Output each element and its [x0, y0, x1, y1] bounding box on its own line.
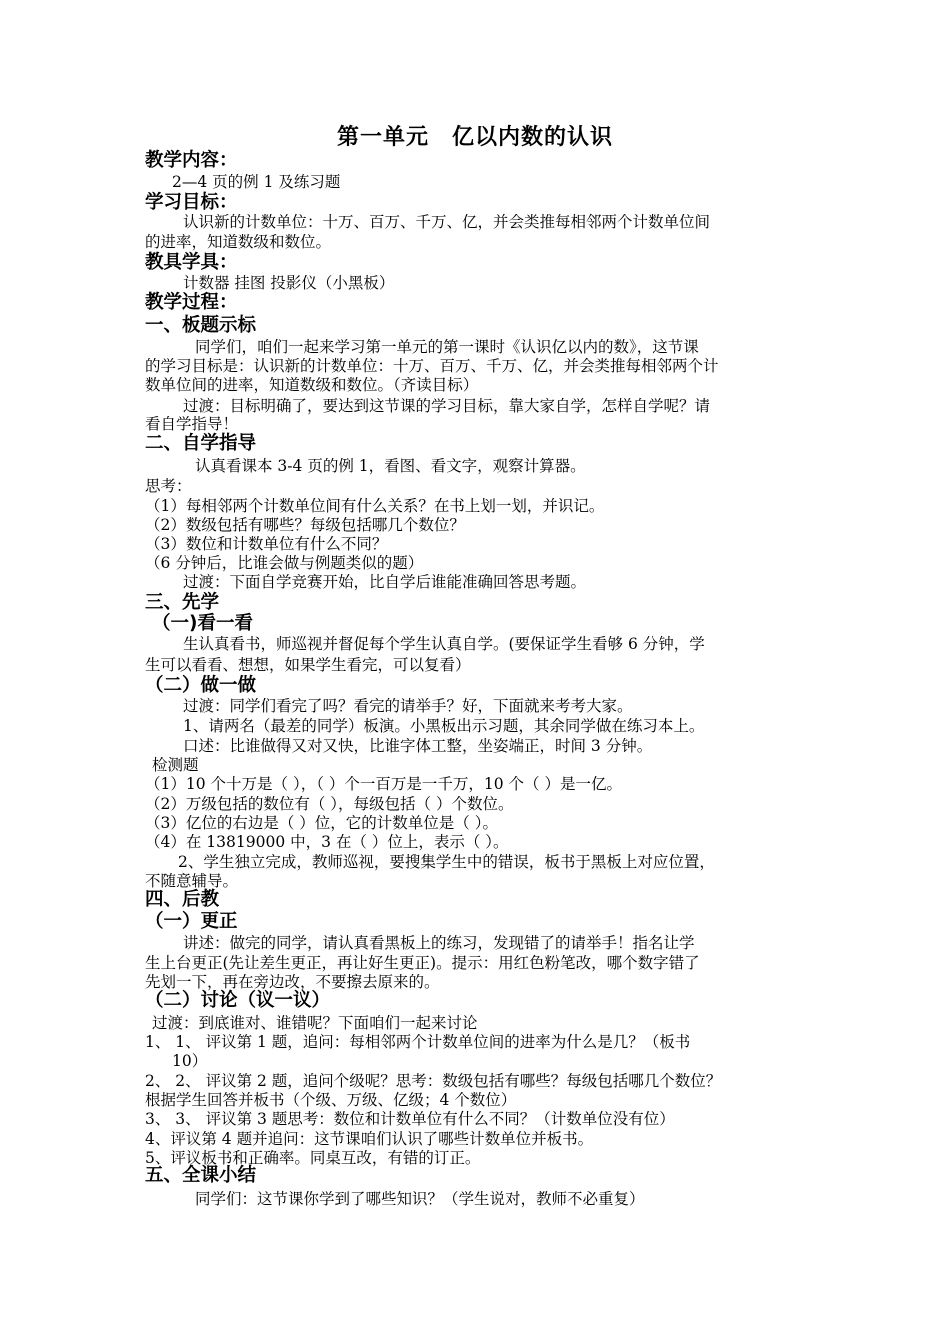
- section-heading: 教学内容：: [145, 150, 238, 171]
- text-line: 3、 3、 评议第 3 题思考：数位和计数单位有什么不同？（计数单位没有位）: [145, 1110, 675, 1128]
- text-line: 过渡：到底谁对、谁错呢？下面咱们一起来讨论: [152, 1014, 478, 1032]
- text-line: 2、 2、 评议第 2 题，追问个级呢？思考：数级包括有哪些？每级包括哪几个数位？: [145, 1072, 722, 1090]
- section-heading: 一、板题示标: [145, 315, 257, 336]
- text-line: 思考：: [145, 477, 192, 495]
- text-line: 生可以看看、想想，如果学生看完，可以复看）: [145, 656, 471, 674]
- section-heading: 五、全课小结: [145, 1165, 257, 1186]
- text-line: （1）10 个十万是（ ），（ ）个一百万是一千万，10 个（ ）是一亿。: [145, 775, 622, 793]
- section-heading: 学习目标：: [145, 192, 238, 213]
- section-heading: （二）讨论（议一议）: [145, 990, 331, 1011]
- text-line: （2）数级包括有哪些？每级包括哪几个数位？: [145, 516, 465, 534]
- text-line: 1、请两名（最差的同学）板演。小黑板出示习题，其余同学做在练习本上。: [183, 717, 705, 735]
- text-line: 的学习目标是：认识新的计数单位：十万、百万、千万、亿，并会类推每相邻两个计: [145, 357, 719, 375]
- text-line: 计数器 挂图 投影仪（小黑板）: [183, 274, 395, 292]
- text-line: 1、 1、 评议第 1 题，追问：每相邻两个计数单位间的进率为什么是几？（板书: [145, 1033, 691, 1051]
- text-line: 过渡：同学们看完了吗？看完的请举手？好，下面就来考考大家。: [183, 697, 633, 715]
- text-line: （2）万级包括的数位有（ ），每级包括（ ）个数位。: [145, 795, 514, 813]
- section-heading: 教学过程：: [145, 292, 238, 313]
- text-line: （1）每相邻两个计数单位间有什么关系？在书上划一划，并识记。: [145, 497, 605, 515]
- section-heading: 教具学具：: [145, 252, 238, 273]
- text-line: 看自学指导！: [145, 415, 239, 433]
- text-line: 生认真看书，师巡视并督促每个学生认真自学。(要保证学生看够 6 分钟，学: [183, 635, 705, 653]
- text-line: 同学们：这节课你学到了哪些知识？（学生说对，教师不必重复）: [195, 1190, 645, 1208]
- text-line: 同学们，咱们一起来学习第一单元的第一课时《认识亿以内的数》，这节课: [195, 338, 699, 356]
- text-line: 口述：比谁做得又对又快，比谁字体工整，坐姿端正，时间 3 分钟。: [183, 737, 653, 755]
- text-line: 的进率，知道数级和数位。: [145, 233, 332, 251]
- text-line: 认识新的计数单位：十万、百万、千万、亿，并会类推每相邻两个计数单位间: [183, 213, 711, 231]
- section-heading: 四、后教: [145, 889, 220, 910]
- text-line: 过渡：目标明确了，要达到这节课的学习目标，靠大家自学，怎样自学呢？请: [183, 397, 711, 415]
- section-heading: （二）做一做: [145, 675, 257, 696]
- text-line: （6 分钟后，比谁会做与例题类似的题）: [145, 554, 424, 572]
- text-line: 过渡：下面自学竞赛开始，比自学后谁能准确回答思考题。: [183, 573, 587, 591]
- page-title: 第一单元 亿以内数的认识: [336, 125, 613, 150]
- section-heading: 三、先学: [145, 592, 220, 613]
- text-line: 讲述：做完的同学，请认真看黑板上的练习，发现错了的请举手！指名让学: [183, 934, 695, 952]
- text-line: 生上台更正(先让差生更正，再让好生更正)。提示：用红色粉笔改，哪个数字错了: [145, 954, 700, 972]
- text-line: 2—4 页的例 1 及练习题: [172, 173, 341, 191]
- section-heading: （一）更正: [145, 911, 238, 932]
- text-line: （3）数位和计数单位有什么不同？: [145, 535, 388, 553]
- text-line: 10）: [172, 1052, 208, 1070]
- text-line: 根据学生回答并板书（个级、万级、亿级；4 个数位）: [145, 1091, 517, 1109]
- text-line: 2、学生独立完成，教师巡视，要搜集学生中的错误，板书于黑板上对应位置，: [178, 853, 715, 871]
- text-line: 数单位间的进率，知道数级和数位。（齐读目标）: [145, 376, 479, 394]
- section-heading: （一)看一看: [152, 613, 253, 634]
- section-heading: 二、自学指导: [145, 433, 257, 454]
- text-line: （4）在 13819000 中，3 在（ ）位上，表示（ ）。: [145, 833, 509, 851]
- text-line: 4、评议第 4 题并追问：这节课咱们认识了哪些计数单位并板书。: [145, 1130, 594, 1148]
- text-line: 5、评议板书和正确率。同桌互改，有错的订正。: [145, 1149, 481, 1167]
- text-line: 检测题: [152, 756, 199, 774]
- text-line: 不随意辅导。: [145, 872, 239, 890]
- text-line: 先划一下，再在旁边改，不要擦去原来的。: [145, 973, 440, 991]
- text-line: 认真看课本 3-4 页的例 1，看图、看文字，观察计算器。: [195, 457, 586, 475]
- text-line: （3）亿位的右边是（ ）位，它的计数单位是（ ）。: [145, 814, 498, 832]
